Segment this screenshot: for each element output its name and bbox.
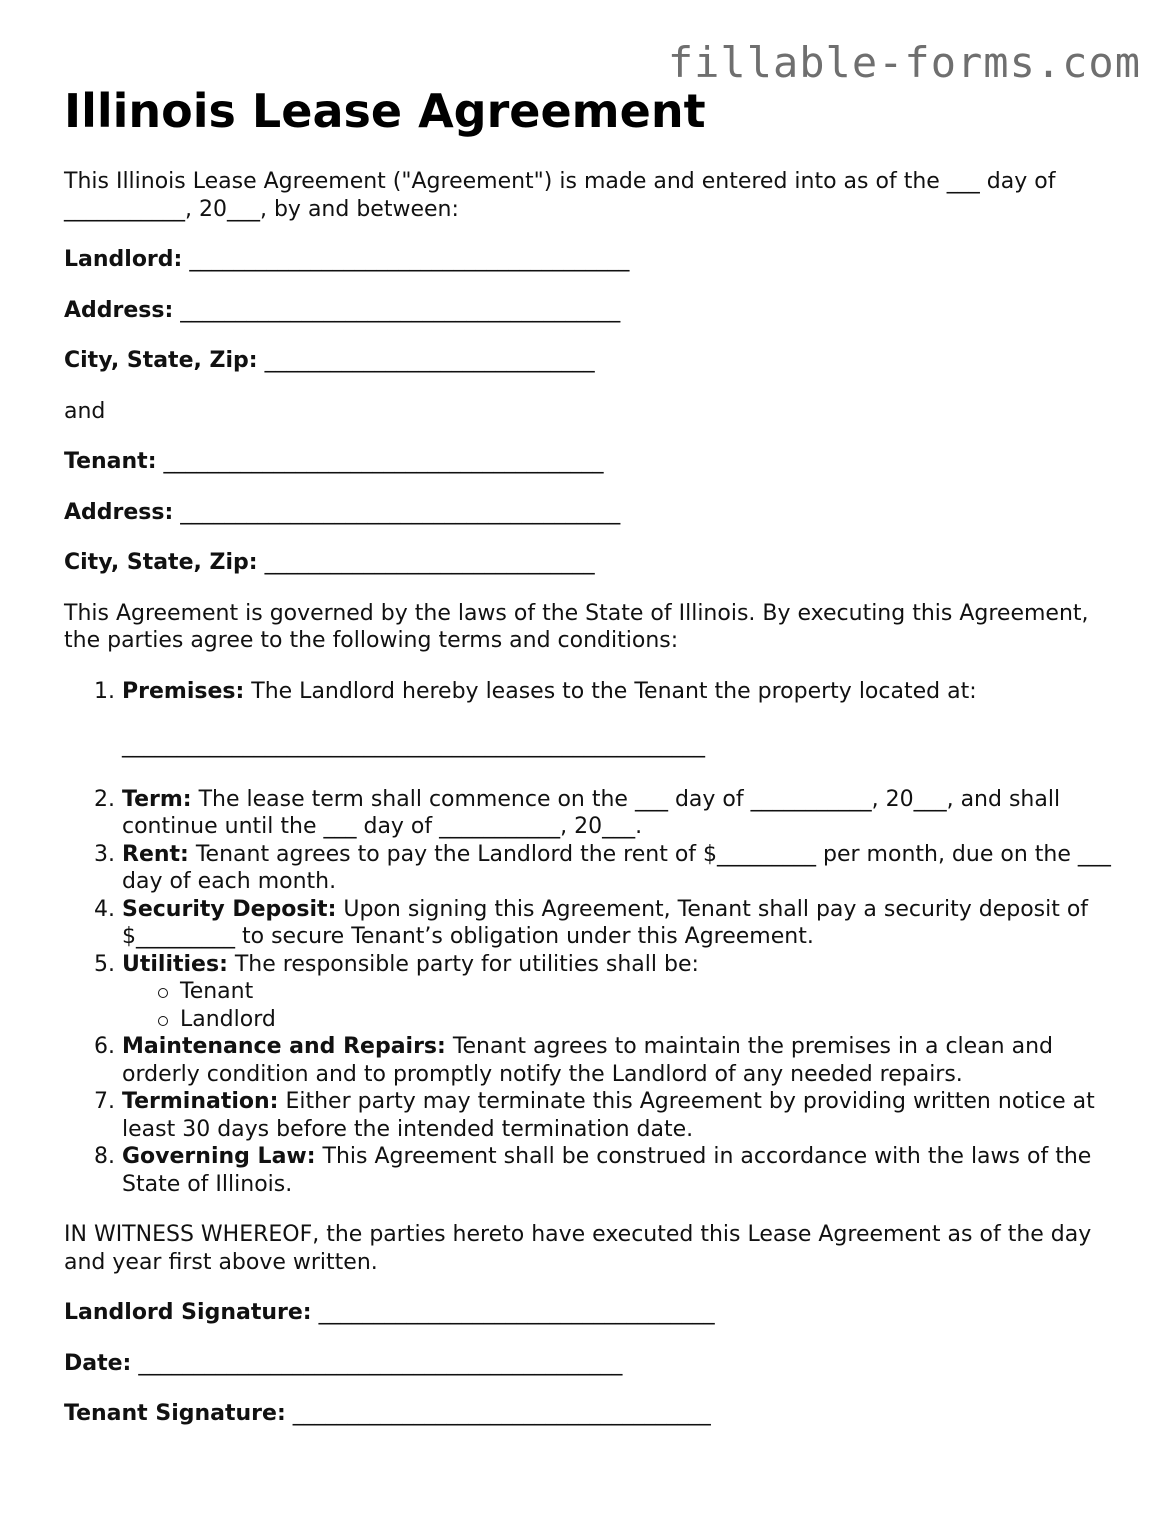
term-item-security-deposit xyxy=(122,896,1124,951)
intro-paragraph: This Illinois Lease Agreement ("Agreement") is made and entered into as of the ___ day of ___________, 20___, by and between: xyxy=(64,169,1056,222)
term-text: The responsible party for utilities shall be: xyxy=(227,951,699,977)
term-title: Termination: xyxy=(122,1089,279,1114)
term-text: Tenant agrees to maintain the premises in a clean and orderly condition and to promptly notify the Landlord of any needed repairs. xyxy=(122,1034,1054,1087)
field-label: Tenant: xyxy=(64,449,157,474)
field-label: Landlord Signature: xyxy=(64,1300,312,1325)
term-text: This Agreement shall be construed in accordance with the laws of the State of Illinois. xyxy=(122,1144,1092,1197)
term-item-maintenance xyxy=(122,1033,1124,1088)
field-label: Date: xyxy=(64,1350,132,1376)
landlord-city-state-zip-field[interactable] xyxy=(64,347,1124,375)
field-blank[interactable]: ________________________________________ xyxy=(180,297,621,323)
term-title: Governing Law: xyxy=(122,1144,316,1169)
utilities-options-list xyxy=(122,978,1124,1033)
utility-option-landlord[interactable]: Landlord xyxy=(158,1006,1124,1034)
landlord-name-field[interactable] xyxy=(64,246,1124,274)
field-blank[interactable]: ________________________________________ xyxy=(163,449,604,474)
term-item-termination xyxy=(122,1088,1124,1143)
field-blank[interactable]: ____________________________________ xyxy=(318,1300,715,1325)
field-label: Landlord: xyxy=(64,247,183,272)
term-title: Maintenance and Repairs: xyxy=(122,1034,446,1059)
tenant-signature-field[interactable] xyxy=(64,1400,1124,1428)
witness-paragraph: IN WITNESS WHEREOF, the parties hereto have executed this Lease Agreement as of the day and year first above written. xyxy=(64,1222,1092,1275)
tenant-name-field[interactable] xyxy=(64,448,1124,476)
term-text: The lease term shall commence on the ___ day of ___________, 20___, and shall continue until the ___ day of ___________, 20___. xyxy=(122,786,1061,839)
term-text: Upon signing this Agreement, Tenant shall pay a security deposit of $_________ to secure Tenant’s obligation under this Agreement. xyxy=(122,896,1089,949)
term-title: Security Deposit: xyxy=(122,896,337,922)
page-title: Illinois Lease Agreement xyxy=(64,84,706,138)
premises-address-blank[interactable]: _____________________________________________________ xyxy=(122,733,705,758)
term-item-utilities xyxy=(122,951,1124,1034)
term-item-term xyxy=(122,786,1124,841)
field-blank[interactable]: ________________________________________ xyxy=(180,499,621,525)
field-label: City, State, Zip: xyxy=(64,348,258,373)
term-item-rent xyxy=(122,841,1124,896)
landlord-signature-field[interactable] xyxy=(64,1299,1124,1327)
tenant-city-state-zip-field[interactable] xyxy=(64,549,1124,577)
field-blank[interactable]: ____________________________________________ xyxy=(138,1350,623,1376)
term-title: Rent: xyxy=(122,841,189,867)
terms-list xyxy=(64,678,1124,1199)
landlord-address-field[interactable] xyxy=(64,297,1124,325)
term-title: Premises: xyxy=(122,678,245,704)
field-label: Address: xyxy=(64,297,174,323)
field-blank[interactable]: ______________________________ xyxy=(264,348,595,373)
tenant-address-field[interactable] xyxy=(64,499,1124,527)
term-item-premises xyxy=(122,678,1124,760)
field-blank[interactable]: ________________________________________ xyxy=(189,247,630,272)
field-label: Address: xyxy=(64,499,174,525)
governing-intro-paragraph: This Agreement is governed by the laws of the State of Illinois. By executing this Agreement, the parties agree to the following terms and conditions: xyxy=(64,600,1089,653)
field-label: City, State, Zip: xyxy=(64,550,258,575)
field-blank[interactable]: ______________________________ xyxy=(264,550,595,575)
term-title: Term: xyxy=(122,786,192,812)
utility-option-tenant[interactable]: Tenant xyxy=(158,978,1124,1006)
watermark: fillable-forms.com xyxy=(667,38,1141,87)
and-text: and xyxy=(64,398,106,424)
date-field[interactable] xyxy=(64,1350,1124,1378)
term-title: Utilities: xyxy=(122,951,228,977)
term-text: Tenant agrees to pay the Landlord the rent of $_________ per month, due on the ___ day of each month. xyxy=(122,841,1111,894)
field-blank[interactable]: ______________________________________ xyxy=(292,1401,711,1426)
document-body xyxy=(64,168,1124,1451)
field-label: Tenant Signature: xyxy=(64,1401,286,1426)
term-text: Either party may terminate this Agreement by providing written notice at least 30 days before the intended termination date. xyxy=(122,1089,1095,1142)
term-item-governing-law xyxy=(122,1143,1124,1198)
term-text: The Landlord hereby leases to the Tenant the property located at: xyxy=(244,678,977,704)
